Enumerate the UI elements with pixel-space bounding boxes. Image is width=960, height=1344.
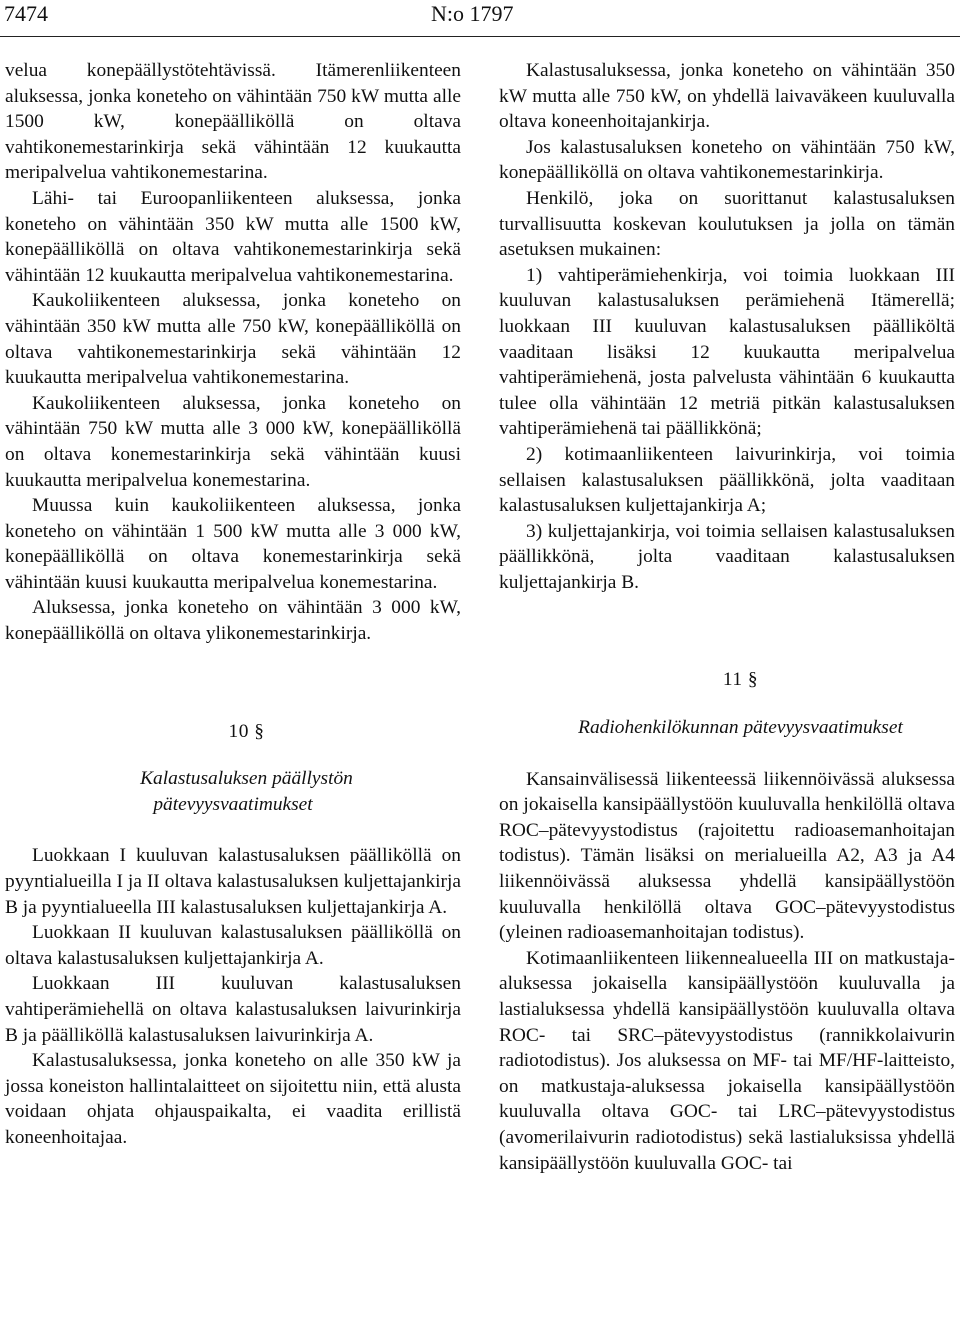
issue-number: N:o 1797 — [431, 1, 514, 26]
left-column — [5, 58, 461, 1151]
paragraph: Kalastusaluksessa, jonka koneteho on vähintään 350 kW mutta alle 750 kW, on yhdellä laivaväkeen kuuluvalla oltava koneenhoitajankirja. — [499, 60, 955, 133]
section-number: 11 § — [722, 669, 759, 691]
paragraph: Muussa kuin kaukoliikenteen aluksessa, jonka koneteho on vähintään 1 500 kW mutta alle 3 000 kW, konepäälliköllä on oltava konemestarinkirja sekä vähintään kuusi kuukautta meripalvelua konemestarina. — [5, 495, 461, 593]
section-title: Kalastusaluksen päällystön pätevyysvaatimukset — [140, 768, 353, 815]
paragraph: Kansainvälisessä liikenteessä liikennöivässä aluksessa on jokaisella kansipäällystöön kuuluvalla henkilöllä oltava ROC–pätevyystodistus (rajoitettu radioasemanhoitajan todistus). Tämän lisäksi on merialueilla A2, A3 ja A4 liikennöivässä aluksessa yhdellä kansipäällystöön kuuluvalla henkilöllä oltava GOC–pätevyystodistus (yleinen radioasemanhoitajan todistus). — [499, 768, 955, 944]
paragraph: Kalastusaluksessa, jonka koneteho on alle 350 kW ja jossa koneiston hallintalaitteet on sijoitettu niin, että alusta voidaan ohjata ohjauspaikalta, ei vaadita erillistä koneenhoitajaa. — [5, 1050, 461, 1148]
section-number: 10 § — [228, 720, 265, 742]
paragraph: Kaukoliikenteen aluksessa, jonka koneteho on vähintään 350 kW mutta alle 750 kW, konepäälliköllä on oltava vahtikonemestarinkirja sekä vähintään 12 kuukautta meripalvelua vahtikonemestarina. — [5, 290, 461, 389]
paragraph: Kotimaanliikenteen liikennealueella III on matkustaja-aluksessa jokaisella kansipäällystöön kuuluvalla ja lastialuksessa yhdellä kansipäällystöön kuuluvalla oltava ROC- tai SRC–pätevyystodistus (rannikkolaivurin radiotodistus). Jos aluksessa on MF- tai MF/HF-laitteisto, on matkustaja-aluksessa jokaisella kansipäällystöön kuuluvalla oltava GOC- tai LRC–pätevyystodistus (avomerilaivurin radiotodistus) sekä lastialuksissa yhdellä kansipäällystöön kuuluvalla GOC- tai — [499, 947, 955, 1174]
paragraph: Luokkaan I kuuluvan kalastusaluksen päälliköllä on pyyntialueilla I ja II oltava kalastusaluksen kuljettajankirja B ja pyyntialueella III kalastusaluksen kuljettajankirja A. — [5, 845, 461, 918]
page-header — [0, 0, 960, 34]
paragraph: Luokkaan III kuuluvan kalastusaluksen vahtiperämiehellä on oltava kalastusaluksen laivurinkirja B ja päälliköllä kalastusaluksen laivurinkirja A. — [5, 973, 461, 1046]
paragraph: Henkilö, joka on suorittanut kalastusaluksen turvallisuutta koskevan koulutuksen ja jolla on tämän asetuksen mukainen: — [499, 187, 955, 261]
paragraph: Luokkaan II kuuluvan kalastusaluksen päälliköllä on oltava kalastusaluksen kuljettajankirja A. — [5, 922, 461, 969]
page-number: 7474 — [4, 1, 48, 26]
paragraph: Kaukoliikenteen aluksessa, jonka koneteho on vähintään 750 kW mutta alle 3 000 kW, konepäälliköllä on oltava konemestarinkirja sekä vähintään kuusi kuukautta meripalvelua konemestarina. — [5, 392, 461, 491]
section-title: Radiohenkilökunnan pätevyysvaatimukset — [578, 717, 903, 739]
list-item: 3) kuljettajankirja, voi toimia sellaisen kalastusaluksen päällikkönä, jolta vaaditaan kalastusaluksen kuljettajankirja B. — [499, 520, 955, 593]
list-item: 2) kotimaanliikenteen laivurinkirja, voi toimia sellaisen kalastusaluksen päällikkönä, jolta vaaditaan kalastusaluksen kuljettajankirja A; — [499, 443, 955, 517]
paragraph: Aluksessa, jonka koneteho on vähintään 3 000 kW, konepäälliköllä on oltava ylikonemestarinkirja. — [5, 597, 461, 645]
paragraph: Jos kalastusaluksen koneteho on vähintään 750 kW, konepäälliköllä on oltava vahtikonemestarinkirja. — [499, 136, 955, 184]
header-rule — [0, 36, 960, 37]
list-item: 1) vahtiperämiehenkirja, voi toimia luokkaan III kuuluvan kalastusaluksen perämiehenä Itämerellä; luokkaan III kuuluvan kalastusaluksen päälliköltä vaaditaan lisäksi 12 kuukautta meripalvelua vahtiperämiehenä, josta palvelusta vähintään 6 kuukautta tulee olla vähintään 12 metriä pitkän kalastusaluksen vahtiperämiehenä tai päällikkönä; — [499, 264, 955, 440]
right-column — [499, 58, 955, 1176]
paragraph: velua konepäällystötehtävissä. Itämerenliikenteen aluksessa, jonka koneteho on vähintään 750 kW mutta alle 1500 kW, konepäälliköllä on oltava vahtikonemestarinkirja sekä vähintään 12 kuukautta meripalvelua vahtikonemestarina. — [5, 60, 461, 184]
paragraph: Lähi- tai Euroopanliikenteen aluksessa, jonka koneteho on vähintään 350 kW mutta alle 1500 kW, konepäälliköllä on oltava vahtikonemestarinkirja sekä vähintään 12 kuukautta meripalvelua vahtikonemestarina. — [5, 187, 461, 286]
